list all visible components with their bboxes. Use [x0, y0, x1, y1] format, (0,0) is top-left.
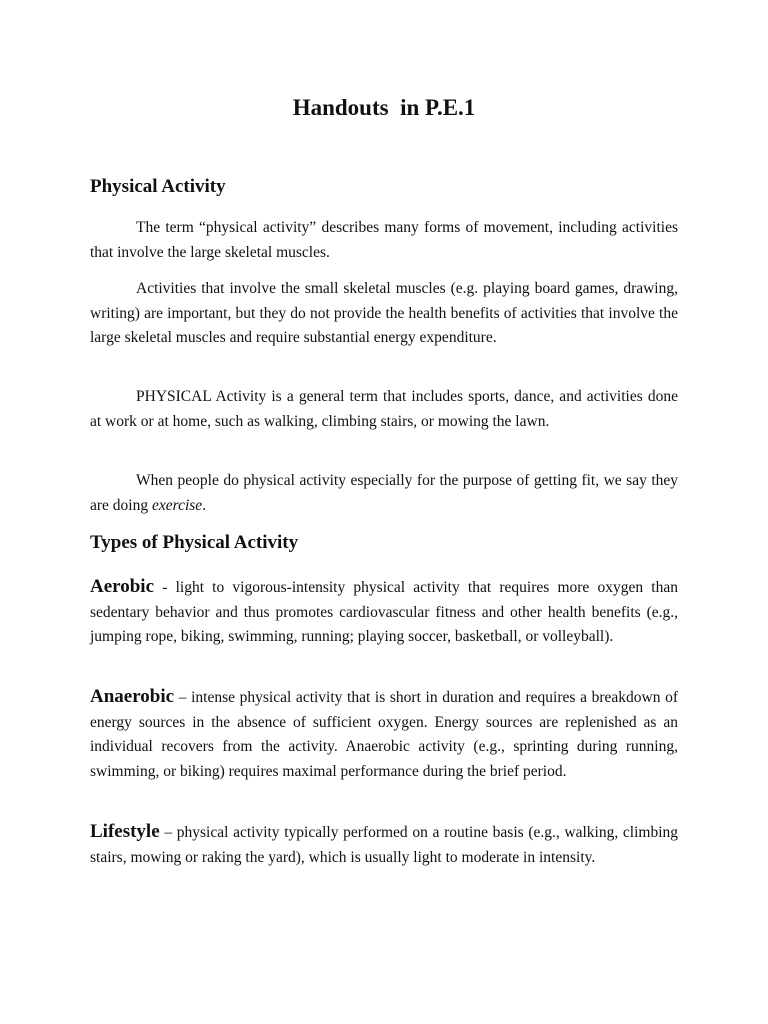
document-title: Handouts in P.E.1	[292, 95, 476, 120]
exercise-emphasis: exercise	[151, 496, 203, 514]
separator-anaerobic: –	[174, 689, 192, 706]
exercise-paragraph-text: When people do physical activity especially for the purpose of getting fit, we say they are doing	[90, 472, 678, 514]
separator-lifestyle: –	[159, 824, 177, 841]
description-aerobic: light to vigorous-intensity physical activity that requires more oxygen than sedentary behavior and thus promotes cardiovascular fitness and other health benefits (e.g., jumping rope, biking, swimming, running; playing soccer, basketball, or volleyball).	[90, 579, 678, 646]
definition-aerobic	[90, 575, 678, 650]
term-aerobic: Aerobic	[90, 576, 155, 597]
paragraph-small-muscles: Activities that involve the small skeletal muscles (e.g. playing board games, drawing, writing) are important, but they do not provide the health benefits of activities that involve the large skeletal muscles and require substantial energy expenditure.	[90, 280, 678, 347]
description-anaerobic: intense physical activity that is short in duration and requires a breakdown of energy sources in the absence of sufficient oxygen. Energy sources are replenished as an individual recovers from the activity. Anaerobic activity (e.g., sprinting during running, swimming, or biking) requires maximal performance during the brief period.	[90, 689, 678, 781]
definition-lifestyle	[90, 820, 678, 870]
paragraph-definition: The term “physical activity” describes many forms of movement, including activities that involve the large skeletal muscles.	[90, 219, 678, 261]
paragraph-general-term: PHYSICAL Activity is a general term that includes sports, dance, and activities done at work or at home, such as walking, climbing stairs, or mowing the lawn.	[90, 388, 678, 430]
section-heading-physical-activity: Physical Activity	[90, 176, 226, 197]
term-anaerobic: Anaerobic	[90, 686, 175, 707]
definition-anaerobic	[90, 685, 678, 785]
section-heading-types: Types of Physical Activity	[90, 532, 299, 553]
separator-aerobic: -	[154, 579, 176, 596]
description-lifestyle: physical activity typically performed on a routine basis (e.g., walking, climbing stairs, mowing or raking the yard), which is usually light to moderate in intensity.	[90, 824, 678, 866]
paragraph-exercise	[90, 469, 678, 518]
term-lifestyle: Lifestyle	[90, 821, 160, 842]
exercise-paragraph-end: .	[202, 496, 207, 514]
